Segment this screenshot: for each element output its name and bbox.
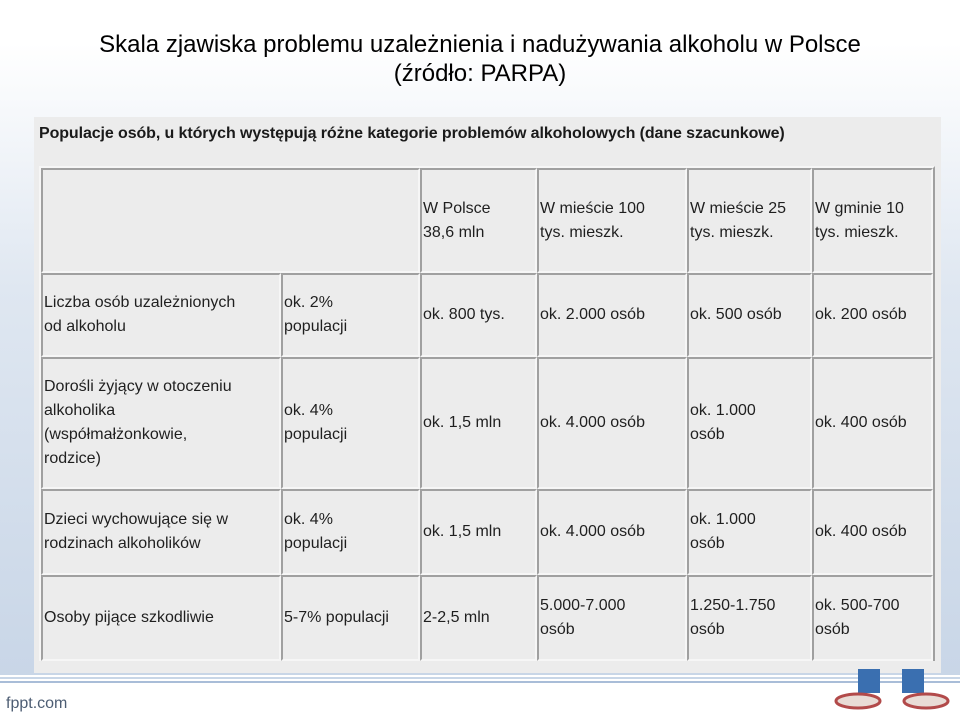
cell-line: 1.250-1.750 — [690, 597, 776, 614]
cell-line: ok. 200 osób — [815, 306, 907, 323]
population-share-cell — [281, 575, 420, 661]
value-cell — [812, 357, 933, 489]
cell-line: W gminie 10 — [815, 199, 904, 217]
cell-line: W mieście 25 — [690, 199, 787, 217]
table-body — [41, 168, 933, 661]
footer-strip — [0, 679, 960, 719]
cell-line: populacji — [284, 535, 348, 552]
value-cell — [687, 357, 812, 489]
cell-line: populacji — [284, 426, 348, 443]
slide-title-line-2: (źródło: PARPA) — [393, 60, 567, 87]
cell-line: osób — [690, 426, 725, 443]
population-share-cell — [281, 357, 420, 489]
value-cell — [687, 273, 812, 357]
brand-label: fppt.com — [6, 695, 68, 712]
cell-line: Osoby pijące szkodliwie — [44, 609, 214, 626]
cell-line: ok. 1.000 — [690, 511, 756, 528]
cell-line: W Polsce — [423, 199, 491, 217]
mascot-feet-illustration — [828, 669, 960, 719]
column-header-cell — [420, 168, 537, 273]
value-cell — [537, 575, 687, 661]
cell-line: osób — [690, 535, 725, 552]
row-label-cell — [41, 489, 281, 575]
value-cell — [537, 273, 687, 357]
cell-line: ok. 4% — [284, 511, 333, 528]
column-header-cell — [687, 168, 812, 273]
population-share-cell — [281, 489, 420, 575]
table-row — [41, 575, 933, 661]
cell-line: Liczba osób uzależnionych — [44, 294, 236, 311]
cell-line: W mieście 100 — [540, 199, 645, 217]
cell-line: tys. mieszk. — [815, 223, 899, 241]
header-corner-cell — [41, 168, 420, 273]
value-cell — [812, 489, 933, 575]
value-cell — [537, 357, 687, 489]
cell-line: alkoholika — [44, 402, 116, 419]
cell-line: (współmałżonkowie, — [44, 426, 188, 443]
cell-line: Dzieci wychowujące się w — [44, 511, 229, 528]
cell-line: ok. 4.000 osób — [540, 523, 645, 540]
row-label-cell — [41, 575, 281, 661]
cell-line: ok. 2.000 osób — [540, 306, 645, 323]
cell-line: ok. 4.000 osób — [540, 414, 645, 431]
cell-line: osób — [815, 621, 850, 638]
cell-line: 5-7% populacji — [284, 609, 389, 626]
footer-band — [0, 675, 960, 677]
row-label-cell — [41, 357, 281, 489]
column-header-cell — [537, 168, 687, 273]
cell-line: od alkoholu — [44, 318, 126, 335]
population-share-cell — [281, 273, 420, 357]
value-cell — [537, 489, 687, 575]
cell-line: rodzice) — [44, 450, 101, 467]
cell-line: ok. 800 tys. — [423, 306, 505, 323]
value-cell — [812, 575, 933, 661]
cell-line: 5.000-7.000 — [540, 597, 626, 614]
cell-line: ok. 400 osób — [815, 523, 907, 540]
footer-line — [0, 681, 960, 683]
slide-title — [0, 30, 960, 88]
table-heading: Populacje osób, u których występują różne kategorie problemów alkoholowych (dane szacunkowe) — [39, 125, 785, 142]
cell-line: populacji — [284, 318, 348, 335]
cell-line: ok. 1,5 mln — [423, 414, 502, 431]
value-cell — [687, 489, 812, 575]
value-cell — [420, 357, 537, 489]
row-label-cell — [41, 273, 281, 357]
value-cell — [420, 575, 537, 661]
cell-line: ok. 4% — [284, 402, 333, 419]
cell-line: osób — [540, 621, 575, 638]
cell-line: osób — [690, 621, 725, 638]
cell-line: ok. 500 osób — [690, 306, 782, 323]
table-row — [41, 357, 933, 489]
cell-line: ok. 1.000 — [690, 402, 756, 419]
cell-line: 38,6 mln — [423, 223, 485, 241]
cell-line: ok. 400 osób — [815, 414, 907, 431]
cell-line: ok. 2% — [284, 294, 333, 311]
alcohol-statistics-table — [39, 166, 935, 661]
cell-line: tys. mieszk. — [540, 223, 624, 241]
column-header-cell — [812, 168, 933, 273]
value-cell — [420, 273, 537, 357]
table-panel — [34, 117, 941, 673]
value-cell — [812, 273, 933, 357]
cell-line: tys. mieszk. — [690, 223, 774, 241]
cell-line: rodzinach alkoholików — [44, 535, 201, 552]
value-cell — [687, 575, 812, 661]
cell-line: ok. 1,5 mln — [423, 523, 502, 540]
table-header-row — [41, 168, 933, 273]
table-row — [41, 489, 933, 575]
value-cell — [420, 489, 537, 575]
cell-line: 2-2,5 mln — [423, 609, 490, 626]
table-row — [41, 273, 933, 357]
cell-line: Dorośli żyjący w otoczeniu — [44, 378, 232, 395]
slide-title-line-1: Skala zjawiska problemu uzależnienia i nadużywania alkoholu w Polsce — [99, 31, 861, 58]
cell-line: ok. 500-700 — [815, 597, 900, 614]
